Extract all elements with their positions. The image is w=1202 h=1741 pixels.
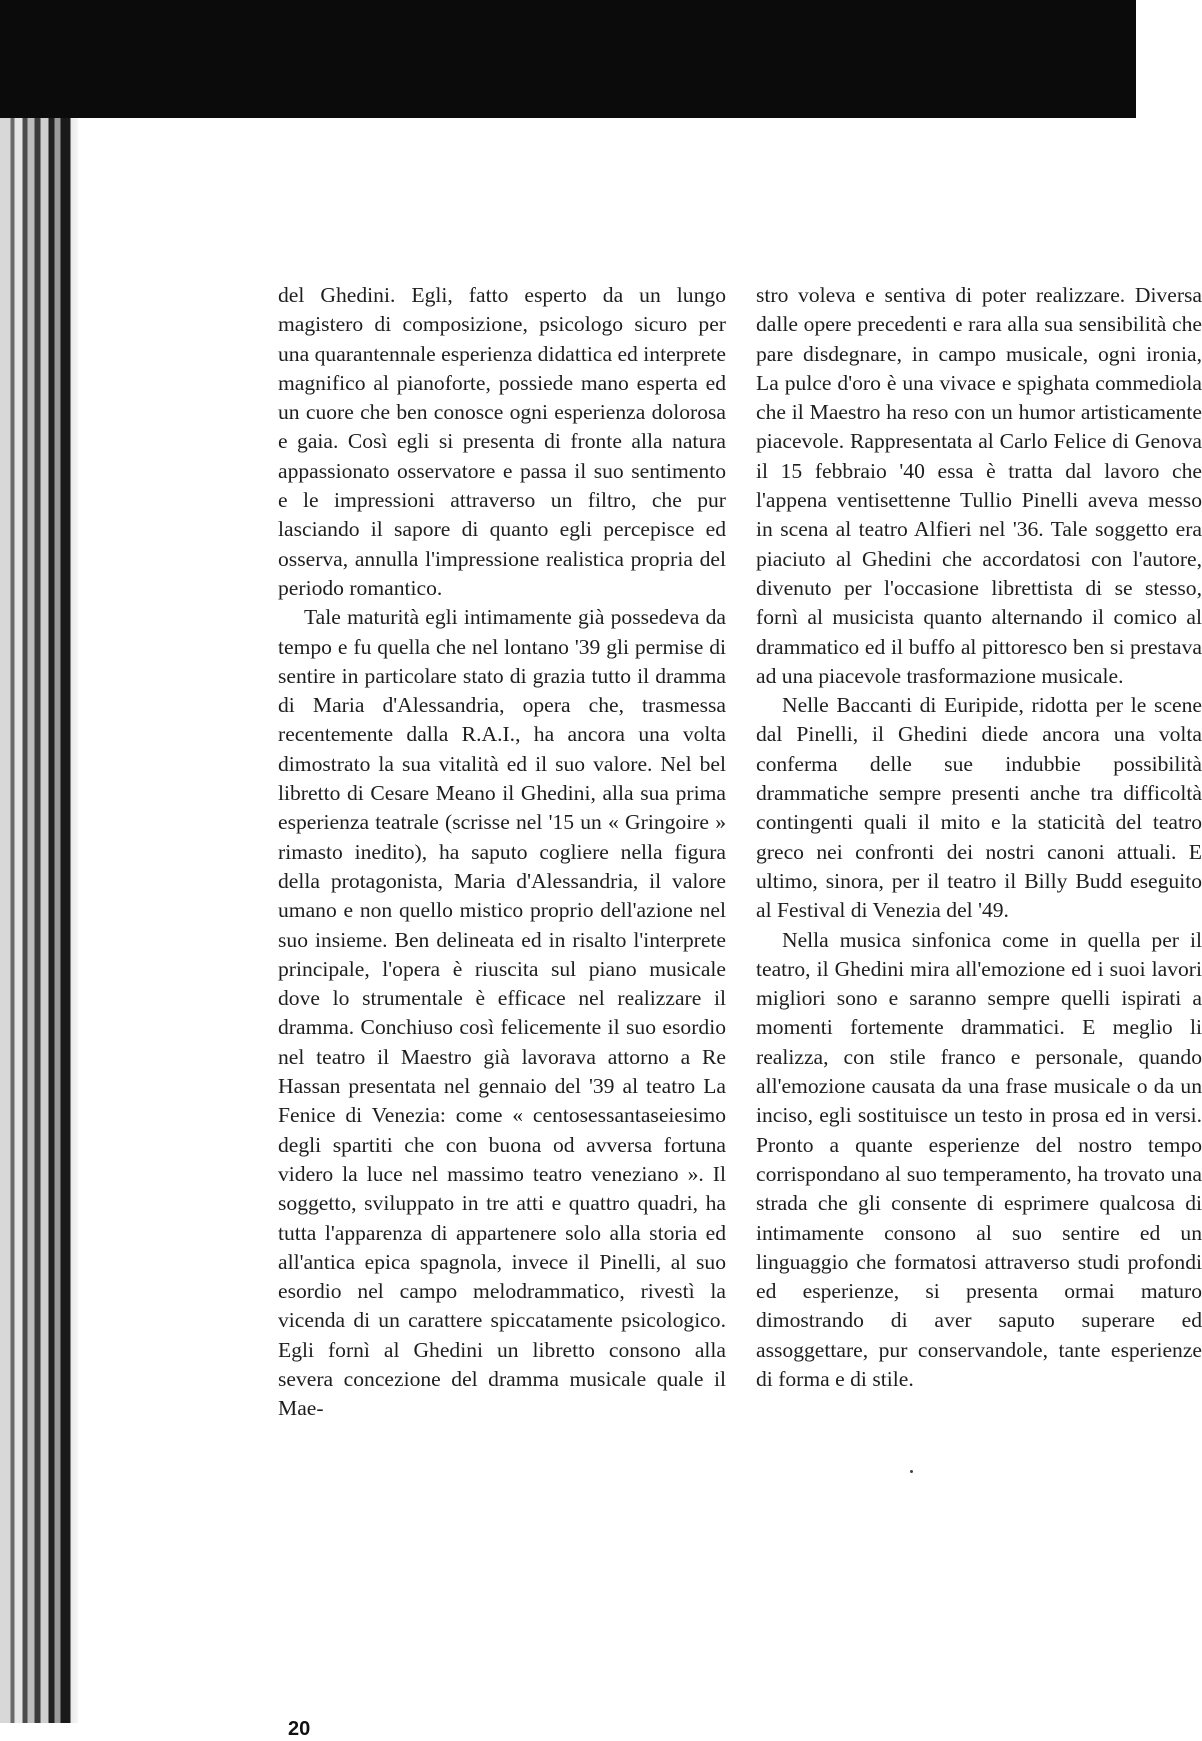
paragraph: del Ghedini. Egli, fatto esperto da un lungo magistero di composizione, psicologo sicuro per una quarantennale esperienza didattica ed interprete magnifico al pianoforte, possiede mano esperta ed un cuore che ben conosce ogni esperienza dolorosa e gaia. Così egli si presenta di fronte alla natura appassionato osservatore e passa il suo sentimento e le impressioni attraverso un filtro, che pur lasciando il sapore di quanto egli percepisce ed osserva, annulla l'impressione realistica propria del periodo romantico. xyxy=(278,283,726,600)
scan-top-right-border xyxy=(1072,0,1136,128)
paragraph: stro voleva e sentiva di poter realizzare. Diversa dalle opere precedenti e rara alla sua sensibilità che pare disdegnare, in campo musicale, ogni ironia, La pulce d'oro è una vivace e spighata commediola che il Maestro ha reso con un humor artisticamente piacevole. Rappresentata al Carlo Felice di Genova il 15 febbraio '40 essa è tratta dal lavoro che l'appena ventisettenne Tullio Pinelli aveva messo in scena al teatro Alfieri nel '36. Tale soggetto era piaciuto al Ghedini che accordatosi con l'autore, divenuto per l'occasione librettista di se stesso, fornì al musicista quanto alternando il comico al drammatico ed il buffo al pittoresco ben si prestava ad una piacevole trasformazione musicale. xyxy=(756,283,1202,688)
scan-speck xyxy=(910,1470,913,1473)
book-page xyxy=(78,118,1202,1740)
scan-top-border xyxy=(0,0,1136,118)
paragraph: Nelle Baccanti di Euripide, ridotta per le scene dal Pinelli, il Ghedini diede ancora una volta conferma delle sue indubbie possibilità drammatiche sempre presenti anche tra difficoltà contingenti quali il mito e la staticità del teatro greco nei confronti dei nostri canoni attuali. E ultimo, sinora, per il teatro il Billy Budd eseguito al Festival di Venezia del '49. xyxy=(756,693,1202,923)
page-number: 20 xyxy=(288,1718,311,1740)
paragraph: Nella musica sinfonica come in quella per il teatro, il Ghedini mira all'emozione ed i suoi lavori migliori sono e saranno sempre quelli ispirati a momenti fortemente drammatici. E meglio li realizza, con stile franco e personale, quando all'emozione causata da una frase musicale o da un inciso, egli sostituisce un testo in prosa ed in versi. Pronto a quante esperienze del nostro tempo corrispondano al suo temperamento, ha trovato una strada che gli consente di esprimere qualcosa di intimamente consono al suo sentire ed un linguaggio che formatosi attraverso studi profondi ed esperienze, si presenta ormai maturo dimostrando di aver saputo superare ed assoggettare, pur conservandole, tante esperienze di forma e di stile. xyxy=(756,927,1202,1391)
book-spine-edge xyxy=(0,118,78,1723)
left-text-column xyxy=(278,281,726,1424)
paragraph: Tale maturità egli intimamente già possedeva da tempo e fu quella che nel lontano '39 gli permise di sentire in particolare stato di grazia tutto il dramma di Maria d'Alessandria, opera che, trasmessa recentemente dalla R.A.I., ha ancora una volta dimostrato la sua vitalità ed il suo valore. Nel bel libretto di Cesare Meano il Ghedini, alla sua prima esperienza teatrale (scrisse nel '15 un « Gringoire » rimasto inedito), ha saputo cogliere nella figura della protagonista, Maria d'Alessandria, il valore umano e non quello mistico proprio dell'azione nel suo insieme. Ben delineata ed in risalto l'interprete principale, l'opera è riuscita sul piano musicale dove lo strumentale è efficace nel realizzare il dramma. Conchiuso così felicemente il suo esordio nel teatro il Maestro già lavorava attorno a Re Hassan presentata nel gennaio del '39 al teatro La Fenice di Venezia: come « centosessantaseiesimo degli spartiti che con buona od avversa fortuna videro la luce nel massimo teatro veneziano ». Il soggetto, sviluppato in tre atti e quattro quadri, ha tutta l'apparenza di appartenere solo alla storia ed all'antica epica spagnola, invece il Pinelli, al suo esordio nel campo melodrammatico, rivestì la vicenda di un carattere spiccatamente psicologico. Egli fornì al Ghedini un libretto consono alla severa concezione del dramma musicale quale il Mae- xyxy=(278,605,726,1421)
right-text-column xyxy=(756,281,1202,1394)
